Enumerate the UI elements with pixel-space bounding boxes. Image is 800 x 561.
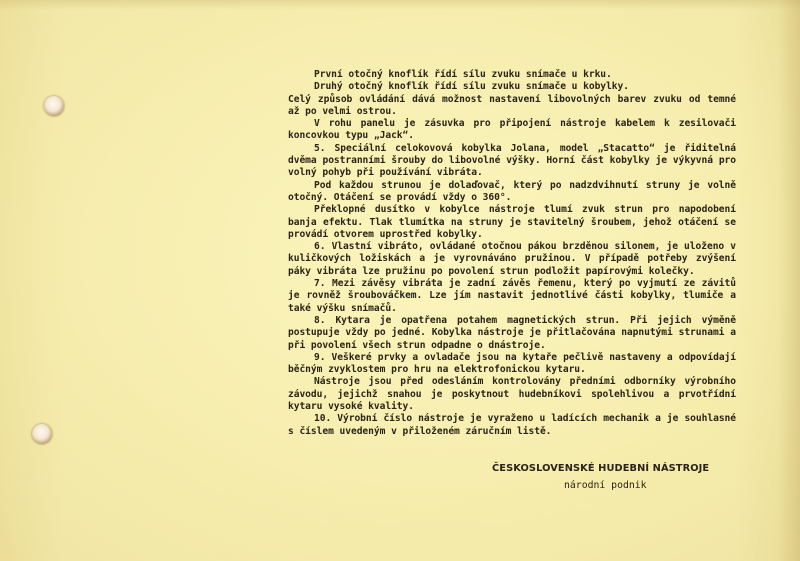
signature-block — [492, 460, 742, 494]
instruction-text — [288, 69, 736, 438]
paragraph: Celý způsob ovládání dává možnost nastavení libovolných barev zvuku od temné až po velmi ostrou. — [288, 93, 736, 117]
paragraph: 6. Vlastní vibráto, ovládané otočnou pákou brzděnou silonem, je uloženo v kuličkových ložiskách a je vyrovnáváno pružinou. V případě potřeby zvýšení páky vibráta lze pružinu po povolení strun podložit papírovými kolečky. — [288, 241, 736, 277]
paragraph: Překlopné dusítko v kobylce nástroje tlumí zvuk strun pro napodobení banja efektu. Tlak tlumítka na struny je stavitelný šroubem, jehož otáčení se provádí otvorem uprostřed kobylky. — [288, 204, 736, 240]
punch-hole-icon — [44, 96, 64, 116]
punch-hole-icon — [32, 424, 52, 444]
paragraph: 8. Kytara je opatřena potahem magnetických strun. Při jejich výměně postupuje vždy po jedné. Kobylka nástroje je přitlačována napnutými strunami a při povolení všech strun odpadne o dnástroje. — [288, 314, 736, 351]
paper-edge-right — [778, 0, 800, 561]
organization-name: ČESKOSLOVENSKÉ HUDEBNÍ NÁSTROJE — [492, 463, 710, 474]
paragraph: V rohu panelu je zásuvka pro připojení nástroje kabelem k zesilovači koncovkou typu „Jack“. — [288, 118, 736, 142]
paragraph: 9. Veškeré prvky a ovladače jsou na kytaře pečlivě nastaveny a odpovídají běčným zvyklostem pro hru na elektrofonickou kytaru. — [288, 351, 736, 376]
paragraph: První otočný knoflík řídí sílu zvuku snímače u krku. — [314, 69, 612, 80]
paragraph: 5. Speciální celokovová kobylka Jolana, model „Stacatto“ je řiditelná dvěma postranními šrouby do libovolné výšky. Horní část kobylky je výkyvná pro volný pohyb při používání vibráta. — [288, 142, 736, 179]
paper-edge-top — [0, 0, 800, 10]
paragraph: Druhý otočný knoflík řídí sílu zvuku snímače u kobylky. — [314, 81, 629, 93]
paragraph: Pod každou strunou je dolaďovač, který po nadzdvihnutí struny je volně otočný. Otáčení se provádí vždy o 360°. — [288, 179, 736, 203]
organization-subtitle: národní podnik — [564, 480, 647, 491]
paragraph: 7. Mezi závěsy vibráta je zadní závěs řemenu, který po vyjmutí ze závitů je rovněž šroubováčkem. Lze jím nastavit jednotlivé části kobylky, tlumiče a také výšku snímačů. — [288, 278, 736, 314]
paragraph: Nástroje jsou před odesláním kontrolovány předními odborníky výrobního závodu, jejichž snahou je poskytnout hudebníkovi spolehlivou a prvotřídní kytaru vysoké kvality. — [288, 376, 736, 413]
paragraph: 10. Výrobní číslo nástroje je vyraženo u ladících mechanik a je souhlasné s číslem uvedeným v přiloženém záručním listě. — [288, 413, 736, 437]
